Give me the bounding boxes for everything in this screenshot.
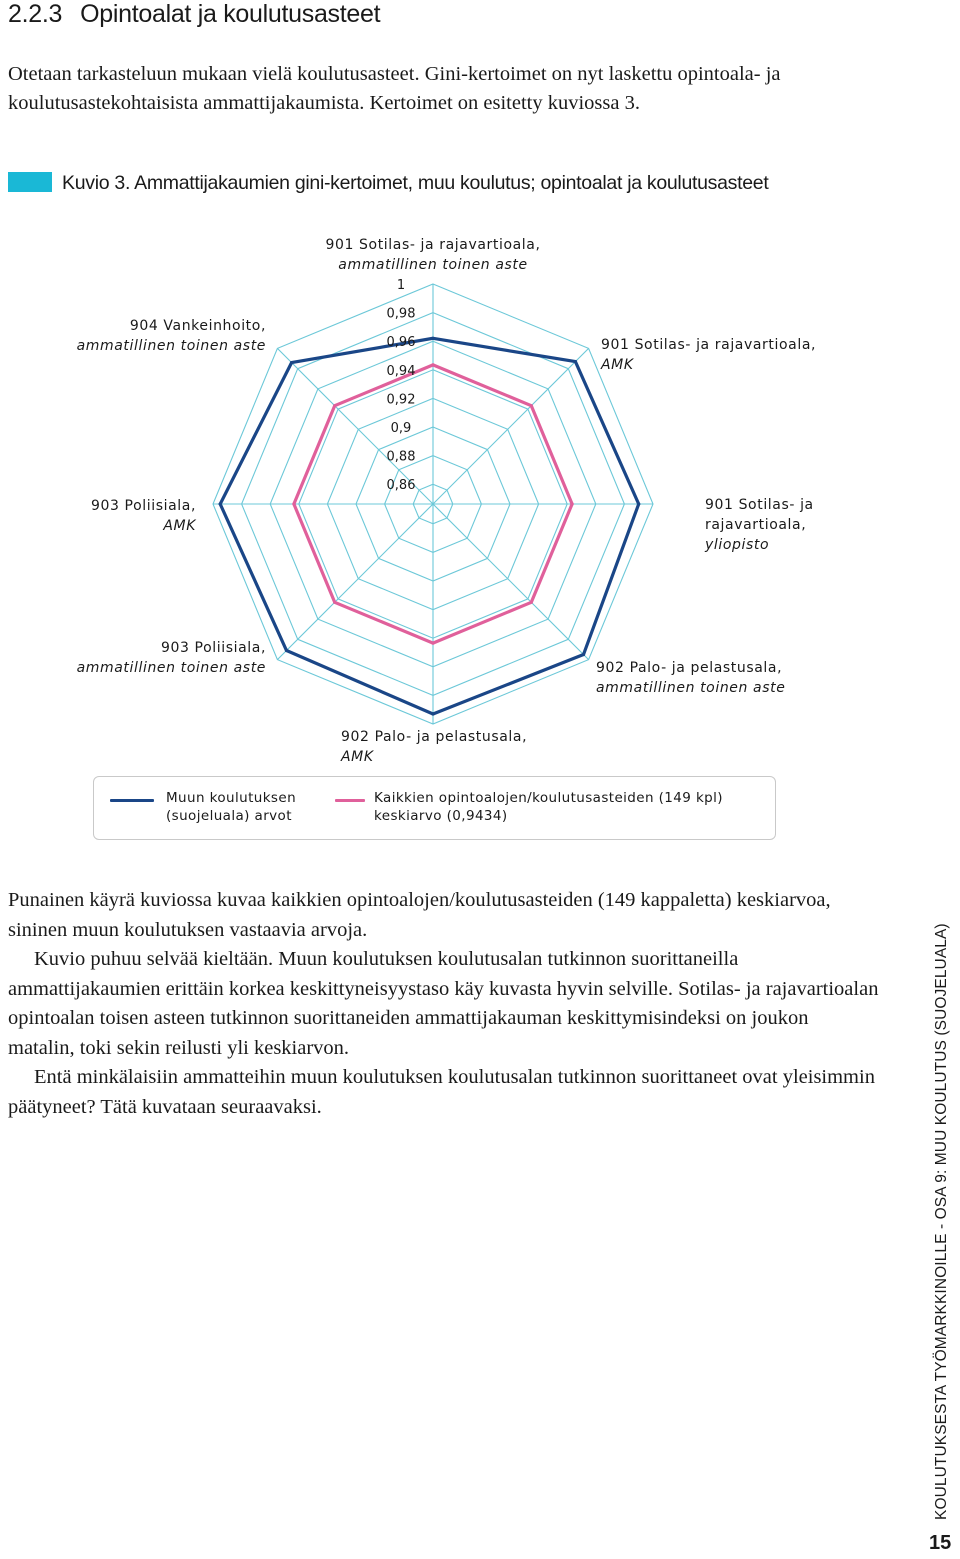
body-paragraph-2: Kuvio puhuu selvää kieltään. Muun koulutuksen koulutusalan tutkinnon suorittaneilla ammattijakaumien erittäin korkea keskittyneisyystaso käy kuvasta hyvin selville. Sotilas- ja rajavartioalan opintoalan toisen asteen tutkinnon suorittaneiden ammattijakauman keskittymisindeksi on joukon matalin, toki sekin reilusti yli keskiarvon. (8, 948, 879, 1059)
page-number: 15 (929, 1532, 952, 1554)
figure-heading (8, 172, 768, 195)
axis-spoke-3 (433, 504, 589, 660)
series-0-point-0 (431, 337, 434, 340)
section-title: Opintoalat ja koulutusasteet (80, 0, 381, 28)
axis-spoke-5 (277, 504, 433, 660)
body-paragraph-1: Punainen käyrä kuviossa kuvaa kaikkien opintoalojen/koulutusasteiden (149 kappaletta) keskiarvoa, sininen muun koulutuksen vastaavia arvoja. (8, 889, 831, 941)
series-1-point-3 (530, 601, 533, 604)
tick-label-5: 0,96 (386, 335, 416, 351)
series-0-point-4 (431, 712, 434, 715)
axis-label-7-line-0: 904 Vankeinhoito, (129, 318, 266, 334)
series-0-point-7 (290, 361, 293, 364)
series-0-point-2 (637, 502, 640, 505)
axis-label-5-line-1: ammatillinen toinen aste (76, 660, 266, 676)
body-text (8, 886, 880, 1122)
axis-label-2-line-1: rajavartioala, (705, 517, 807, 533)
series-line-0 (220, 338, 639, 714)
legend1-line1: Muun koulutuksen (166, 790, 297, 806)
tick-label-4: 0,94 (386, 363, 416, 379)
axis-label-1-line-0: 901 Sotilas- ja rajavartioala, (601, 337, 817, 353)
series-1-point-1 (530, 404, 533, 407)
tick-label-3: 0,92 (386, 392, 416, 408)
series-0-point-6 (219, 502, 222, 505)
axis-label-7-line-1: ammatillinen toinen aste (76, 338, 266, 354)
axis-label-5-line-0: 903 Poliisiala, (160, 640, 266, 656)
axis-label-3-line-0: 902 Palo- ja pelastusala, (596, 660, 783, 676)
tick-label-6: 0,98 (386, 306, 416, 322)
section-heading (8, 0, 380, 29)
figure-title: Ammattijakaumien gini-kertoimet, muu koulutus; opintoalat ja koulutusasteet (134, 172, 769, 194)
tick-label-7: 1 (396, 278, 406, 293)
axis-label-2-line-2: yliopisto (705, 537, 770, 553)
legend-text-suojeluala (166, 789, 296, 825)
section-number: 2.2.3 (8, 0, 63, 28)
axis-label-0-line-1: ammatillinen toinen aste (338, 257, 528, 273)
legend-swatch-pink (335, 799, 365, 802)
series-0-point-3 (582, 653, 585, 656)
series-1-point-6 (292, 502, 295, 505)
axis-label-4-line-0: 902 Palo- ja pelastusala, (341, 729, 528, 745)
intro-paragraph: Otetaan tarkasteluun mukaan vielä koulutusasteet. Gini-kertoimet on nyt laskettu opintoala- ja koulutusastekohtaisista ammattijakaumista. Kertoimet on esitetty kuviossa 3. (8, 63, 781, 114)
figure-marker (8, 172, 52, 192)
tick-label-1: 0,88 (386, 449, 416, 465)
tick-label-0: 0,86 (386, 478, 416, 494)
legend2-line1: Kaikkien opintoalojen/koulutusasteiden (149 kpl) (374, 790, 723, 806)
axis-label-4-line-1: AMK (341, 749, 374, 765)
axis-label-2-line-0: 901 Sotilas- ja (705, 497, 814, 513)
side-running-title: KOULUTUKSESTA TYÖMARKKINOILLE - OSA 9: MUU KOULUTUS (SUOJELUALA) (933, 923, 950, 1520)
chart-legend (93, 776, 776, 840)
axis-spoke-1 (433, 348, 589, 504)
axis-label-6-line-1: AMK (163, 518, 196, 534)
series-0-point-5 (285, 649, 288, 652)
series-0-point-1 (574, 360, 577, 363)
legend1-line2: (suojeluala) arvot (166, 808, 292, 824)
axis-label-6-line-0: 903 Poliisiala, (90, 498, 196, 514)
tick-label-2: 0,9 (390, 421, 412, 436)
series-1-point-2 (571, 502, 574, 505)
legend-text-average (374, 789, 723, 825)
series-1-point-7 (333, 404, 336, 407)
radar-chart (0, 225, 960, 770)
series-1-point-0 (431, 363, 434, 366)
axis-label-0-line-0: 901 Sotilas- ja rajavartioala, (325, 237, 541, 253)
series-1-point-4 (431, 642, 434, 645)
axis-label-1-line-1: AMK (601, 357, 634, 373)
legend2-line2: keskiarvo (0,9434) (374, 808, 508, 824)
figure-label: Kuvio 3. (62, 172, 131, 194)
body-paragraph-3: Entä minkälaisiin ammatteihin muun koulutuksen koulutusalan tutkinnon suorittaneet ovat yleisimmin päätyneet? Tätä kuvataan seuraavaksi. (8, 1066, 875, 1118)
axis-label-3-line-1: ammatillinen toinen aste (596, 680, 786, 696)
series-1-point-5 (333, 601, 336, 604)
legend-swatch-blue (110, 799, 154, 802)
